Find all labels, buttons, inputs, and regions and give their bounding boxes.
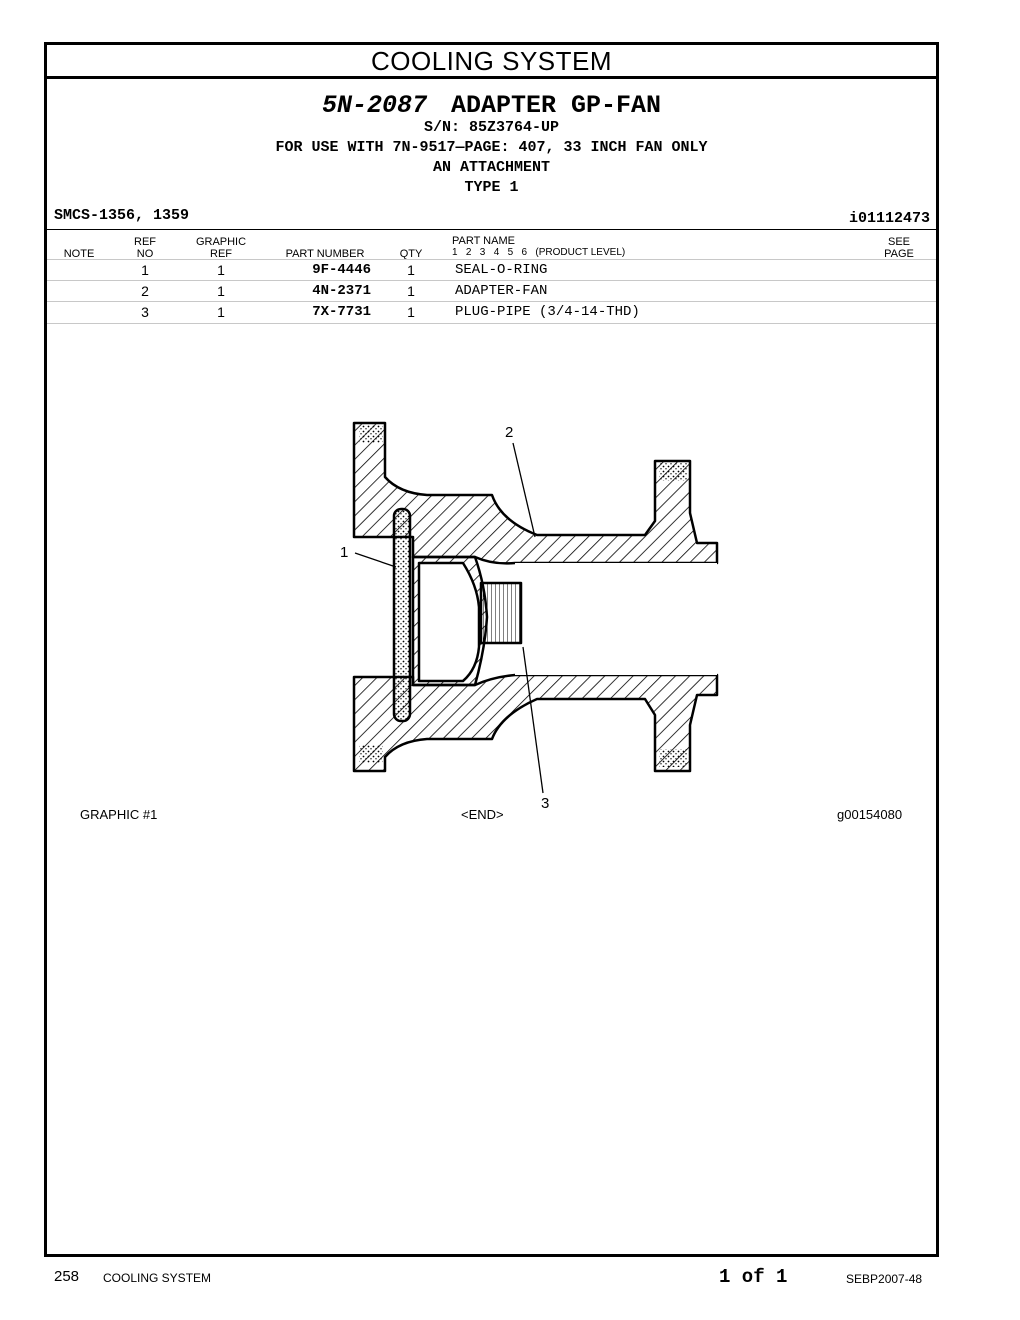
row-part-number: 9F-4446 (312, 262, 371, 278)
callout-1: 1 (340, 544, 349, 561)
seal-o-ring-shape (394, 509, 410, 721)
row-part-number: 7X-7731 (312, 304, 371, 320)
col-see-page (879, 236, 919, 260)
part-group-title (47, 91, 936, 120)
col-qty: QTY (399, 248, 423, 260)
callout-3: 3 (541, 795, 550, 812)
row-ref: 1 (141, 262, 149, 278)
row-graphic-ref: 1 (217, 262, 225, 278)
row-part-name: SEAL-O-RING (455, 262, 548, 278)
row-ref: 3 (141, 304, 149, 320)
graphic-label: GRAPHIC #1 (80, 807, 158, 822)
row-graphic-ref: 1 (217, 304, 225, 320)
col-part-name (452, 235, 712, 259)
row-divider (47, 280, 936, 281)
col-part-number: PART NUMBER (285, 248, 365, 260)
callout-2: 2 (505, 424, 514, 441)
col-product-level: 1 2 3 4 5 6 (PRODUCT LEVEL) (452, 247, 626, 258)
row-qty: 1 (407, 262, 415, 278)
group-part-name: ADAPTER GP-FAN (450, 91, 662, 120)
document-id: SEBP2007-48 (846, 1272, 923, 1286)
illustration-id: i01112473 (848, 210, 930, 227)
callout-2-leader (513, 443, 535, 537)
page-frame (44, 42, 939, 1257)
col-ref-line2: NO (136, 248, 154, 260)
row-part-number: 4N-2371 (312, 283, 371, 299)
attachment-note: AN ATTACHMENT (432, 159, 551, 176)
col-see-line1: SEE (887, 236, 910, 248)
row-part-name: ADAPTER-FAN (455, 283, 548, 299)
header-rule (47, 259, 936, 260)
graphic-id: g00154080 (837, 807, 903, 822)
col-part-name-line1: PART NAME (452, 235, 515, 247)
page-count: 1 of 1 (719, 1266, 788, 1288)
group-part-number: 5N-2087 (321, 91, 427, 120)
row-qty: 1 (407, 304, 415, 320)
serial-range: S/N: 85Z3764-UP (423, 119, 560, 136)
page-number: 258 (54, 1268, 80, 1285)
row-qty: 1 (407, 283, 415, 299)
usage-note: FOR USE WITH 7N-9517—PAGE: 407, 33 INCH FAN ONLY (275, 139, 708, 156)
col-note: NOTE (63, 248, 95, 260)
col-graphic-line1: GRAPHIC (195, 236, 247, 248)
smcs-codes: SMCS-1356, 1359 (54, 207, 190, 224)
row-divider (47, 323, 936, 324)
col-ref (125, 236, 165, 260)
callout-1-leader (355, 553, 396, 567)
adapter-cross-section-drawing (287, 385, 747, 815)
end-marker: <END> (461, 807, 504, 822)
section-title: COOLING SYSTEM (47, 45, 936, 79)
row-ref: 2 (141, 283, 149, 299)
table-top-rule (47, 229, 936, 230)
row-graphic-ref: 1 (217, 283, 225, 299)
row-divider (47, 301, 936, 302)
row-part-name: PLUG-PIPE (3/4-14-THD) (455, 304, 640, 320)
page-section: COOLING SYSTEM (103, 1271, 212, 1285)
col-graphic-line2: REF (210, 248, 232, 260)
col-ref-line1: REF (134, 236, 156, 248)
type-note: TYPE 1 (464, 179, 519, 196)
col-graphic-ref (189, 236, 253, 260)
col-see-line2: PAGE (884, 248, 914, 260)
